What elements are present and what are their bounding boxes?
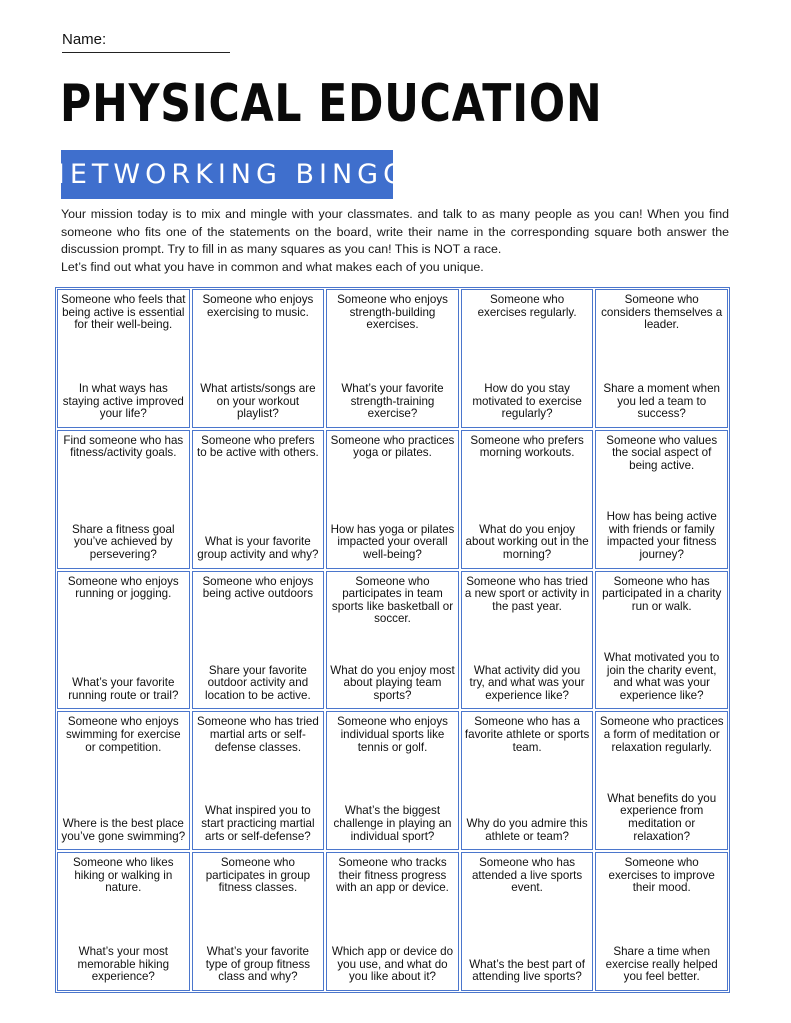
square-prompt: What’s your favorite strength-training exercise?	[341, 382, 444, 421]
bingo-square[interactable]	[461, 289, 594, 428]
square-statement: Find someone who has fitness/activity goals.	[63, 433, 184, 460]
square-prompt: What benefits do you experience from meditation or relaxation?	[607, 791, 717, 843]
bingo-square[interactable]	[192, 430, 325, 569]
square-prompt: What artists/songs are on your workout playlist?	[200, 382, 316, 421]
bingo-square[interactable]	[461, 711, 594, 850]
square-statement: Someone who has attended a live sports event.	[471, 856, 583, 895]
square-prompt: What’s your favorite type of group fitness class and why?	[205, 945, 311, 984]
square-statement: Someone who has participated in a charity run or walk.	[602, 574, 722, 613]
square-prompt: Share a fitness goal you’ve achieved by persevering?	[72, 522, 175, 561]
bingo-square[interactable]	[461, 852, 594, 991]
square-statement: Someone who likes hiking or walking in nature.	[73, 856, 174, 895]
bingo-square[interactable]	[461, 430, 594, 569]
square-prompt: Which app or device do you use, and what do you like about it?	[331, 945, 454, 984]
instructions-closing: Let’s find out what you have in common and what makes each of you unique.	[61, 259, 484, 274]
square-prompt: Share a moment when you led a team to success?	[603, 382, 721, 421]
square-prompt: What activity did you try, and what was your experience like?	[469, 663, 585, 702]
bingo-square[interactable]	[326, 571, 459, 710]
bingo-square[interactable]	[57, 711, 190, 850]
square-statement: Someone who practices a form of meditation or relaxation regularly.	[599, 715, 724, 754]
instructions-paragraph: Your mission today is to mix and mingle with your classmates. and talk to as many people as you can! When you find someone who fits one of the statements on the board, write their name in the corresponding square both answer the discussion prompt. Try to fill in as many squares as you can! This is NOT a race.	[61, 207, 729, 257]
bingo-square[interactable]	[595, 289, 728, 428]
square-statement: Someone who considers themselves a leader.	[601, 293, 723, 332]
square-statement: Someone who values the social aspect of being active.	[606, 433, 718, 472]
square-statement: Someone who practices yoga or pilates.	[330, 433, 455, 460]
square-prompt: What’s your favorite running route or trail?	[68, 676, 179, 702]
square-statement: Someone who feels that being active is essential for their well-being.	[61, 293, 186, 332]
bingo-square[interactable]	[192, 711, 325, 850]
square-statement: Someone who prefers morning workouts.	[470, 433, 584, 460]
bingo-square[interactable]	[595, 430, 728, 569]
square-prompt: In what ways has staying active improved your life?	[62, 382, 184, 421]
square-prompt: How has being active with friends or family impacted your fitness journey?	[606, 510, 717, 561]
square-statement: Someone who exercises to improve their mood.	[608, 856, 715, 895]
bingo-square[interactable]	[326, 852, 459, 991]
bingo-square[interactable]	[57, 430, 190, 569]
square-prompt: What do you enjoy about working out in the morning?	[465, 522, 589, 561]
bingo-square[interactable]	[192, 852, 325, 991]
square-prompt: What’s the best part of attending live sports?	[469, 957, 585, 984]
bingo-square[interactable]	[192, 571, 325, 710]
square-statement: Someone who prefers to be active with others.	[196, 433, 319, 460]
square-prompt: Share a time when exercise really helped you feel better.	[605, 945, 718, 984]
square-statement: Someone who enjoys strength-building exercises.	[337, 293, 448, 332]
square-prompt: Share your favorite outdoor activity and location to be active.	[205, 663, 311, 702]
square-statement: Someone who participates in group fitness classes.	[205, 856, 311, 895]
name-label: Name:	[62, 31, 107, 48]
bingo-square[interactable]	[326, 430, 459, 569]
square-prompt: How has yoga or pilates impacted your overall well-being?	[330, 522, 455, 561]
square-statement: Someone who participates in team sports like basketball or soccer.	[331, 574, 454, 626]
square-statement: Someone who enjoys individual sports like tennis or golf.	[337, 715, 448, 754]
name-field[interactable]	[62, 30, 230, 53]
square-prompt: Why do you admire this athlete or team?	[466, 817, 588, 843]
square-statement: Someone who enjoys running or jogging.	[67, 574, 179, 601]
square-prompt: What do you enjoy most about playing team sports?	[330, 663, 455, 702]
bingo-square[interactable]	[326, 711, 459, 850]
bingo-square[interactable]	[595, 571, 728, 710]
subtitle-banner	[44, 150, 410, 199]
bingo-square[interactable]	[595, 852, 728, 991]
square-prompt: What motivated you to join the charity event, and what was your experience like?	[604, 651, 720, 702]
square-statement: Someone who has tried martial arts or self-defense classes.	[196, 715, 319, 754]
square-prompt: How do you stay motivated to exercise regularly?	[472, 382, 582, 421]
bingo-square[interactable]	[192, 289, 325, 428]
bingo-square[interactable]	[595, 711, 728, 850]
bingo-square[interactable]	[57, 571, 190, 710]
bingo-square[interactable]	[461, 571, 594, 710]
square-statement: Someone who exercises regularly.	[477, 293, 577, 319]
bingo-square[interactable]	[326, 289, 459, 428]
bingo-board	[55, 287, 730, 993]
square-statement: Someone who has a favorite athlete or sports team.	[464, 715, 590, 754]
bingo-square[interactable]	[57, 852, 190, 991]
page-title: PHYSICAL EDUCATION	[60, 74, 603, 134]
bingo-square[interactable]	[57, 289, 190, 428]
square-statement: Someone who has tried a new sport or activity in the past year.	[464, 574, 590, 613]
square-prompt: What’s your most memorable hiking experience?	[77, 945, 170, 984]
square-prompt: What inspired you to start practicing martial arts or self-defense?	[201, 804, 315, 843]
instructions	[61, 206, 729, 276]
square-statement: Someone who enjoys exercising to music.	[202, 293, 314, 319]
square-prompt: What is your favorite group activity and why?	[197, 535, 319, 561]
subtitle-text: NETWORKING BINGO	[44, 159, 410, 190]
square-statement: Someone who enjoys swimming for exercise or competition.	[65, 715, 181, 754]
square-statement: Someone who enjoys being active outdoors	[202, 574, 314, 601]
square-prompt: What’s the biggest challenge in playing an individual sport?	[333, 804, 452, 843]
square-statement: Someone who tracks their fitness progress with an app or device.	[336, 856, 449, 895]
square-prompt: Where is the best place you’ve gone swimming?	[61, 817, 186, 843]
